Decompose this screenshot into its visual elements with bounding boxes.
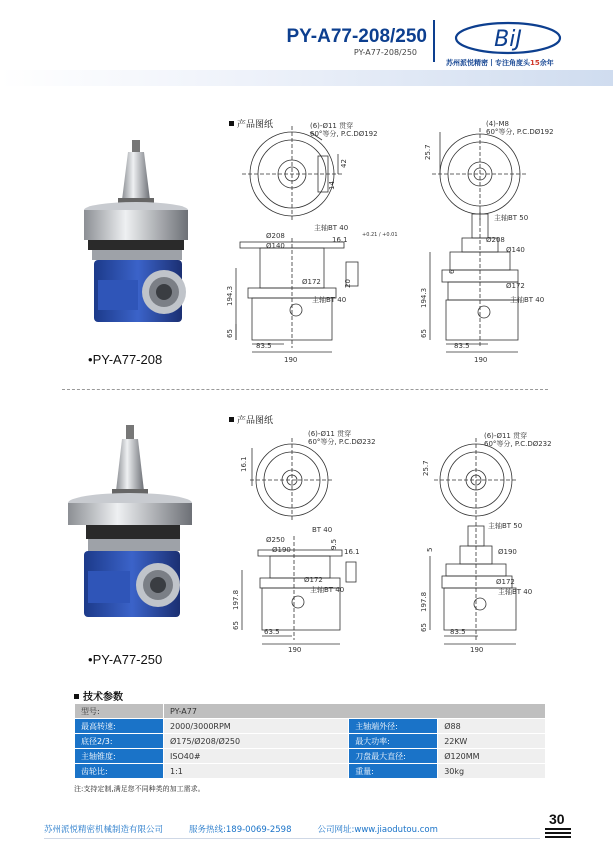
dim2-16: 16.1 [344,548,360,556]
spec-row [75,734,546,749]
dim2-172: Ø172 [304,576,323,584]
dim-top-note-2: 60°等分, P.C.DØ192 [310,130,378,138]
dim-190-side: 190 [474,356,488,364]
footer-hotline: 服务热线:189-0069-2598 [189,825,292,835]
dim-83-5-side: 83.5 [454,342,470,350]
dim-42: 42 [340,159,348,168]
spec-label: 刀盘最大直径: [349,749,438,764]
page-title: PY-A77-208/250 [286,26,427,47]
spec-value: 2000/3000RPM [164,719,349,734]
dim-208-side: Ø208 [486,236,505,244]
footer-rule [44,838,540,839]
dim-top-note-1: (6)-Ø11 贯穿 [310,122,354,130]
dim-side-note-1: (4)-M8 [486,120,509,128]
dim-194-3-side: 194.3 [420,287,428,308]
spec-label: 齿轮比: [75,764,164,779]
dim-14: 14 [328,181,336,190]
dim-190: 190 [284,356,298,364]
technical-drawing-250-front [232,426,388,654]
dim2-250: Ø250 [266,536,285,544]
dim-bt40-main: 主轴BT 40 [314,224,349,232]
dim-bt50: 主轴BT 50 [494,214,529,222]
dim2-top-note-2: 60°等分, P.C.DØ232 [308,438,376,446]
dim2-190-side: Ø190 [498,548,517,556]
header-divider [433,20,435,62]
spec-label: 最大功率: [349,734,438,749]
dim-208: Ø208 [266,232,285,240]
footer [44,823,464,835]
spec-row-model [75,704,546,719]
dim2-bt40-side: 主轴BT 40 [498,588,533,596]
dim2-16-1: 16.1 [240,456,248,472]
spec-value: Ø175/Ø208/Ø250 [164,734,349,749]
dim2-172-side: Ø172 [496,578,515,586]
technical-drawing-250-side [412,426,560,654]
footer-website[interactable]: 公司网址:www.jiaodutou.com [317,825,438,835]
model-label-250: •PY-A77-250 [88,652,163,667]
section-separator [62,389,548,390]
technical-drawing-208-front [226,118,398,366]
dim2-65: 65 [232,621,240,630]
drawing-label-250: 产品图纸 [229,413,273,426]
dim-172: Ø172 [302,278,321,286]
dim2-63-5: 63.5 [264,628,280,636]
dim-140: Ø140 [266,242,285,250]
technical-drawing-208-side [410,118,560,366]
spec-label: 主轴锥度: [75,749,164,764]
dim2-side-note-1: (6)-Ø11 贯穿 [484,432,528,440]
dim-16-tol: +0.21 / +0.01 [362,232,398,238]
model-label-208: •PY-A77-208 [88,352,163,367]
dim-6-side: 6 [448,269,456,274]
dim-172-side: Ø172 [506,282,525,290]
spec-note: 注:支持定制,满足您不同种类的加工需求。 [74,785,205,793]
dim2-side-note-2: 60°等分, P.C.DØ232 [484,440,552,448]
dim2-197-8-side: 197.8 [420,591,428,612]
page-number-bars [545,828,571,838]
dim-65-side: 65 [420,329,428,338]
dim-16-1: 16.1 [332,236,348,244]
dim-25-7: 25.7 [424,144,432,160]
spec-label: 重量: [349,764,438,779]
dim-194-3: 194.3 [226,285,234,306]
spec-value-model: PY-A77 [164,704,546,719]
dim2-top-note-1: (6)-Ø11 贯穿 [308,430,352,438]
spec-label: 底径2/3: [75,734,164,749]
dim2-bt40-top: BT 40 [312,526,333,534]
product-photo-py-a77-208 [78,140,200,335]
product-photo-py-a77-250 [66,425,200,630]
spec-label: 最高转速: [75,719,164,734]
spec-value: ISO40# [164,749,349,764]
drawing-label-208: 产品图纸 [229,117,273,130]
dim-83-5: 83.5 [256,342,272,350]
spec-label-model: 型号: [75,704,164,719]
dim2-9-5: 9.5 [330,538,338,550]
spec-value: 22KW [438,734,546,749]
dim2-190w: 190 [288,646,302,654]
page-subtitle: PY-A77-208/250 [353,48,417,57]
dim2-bt40-tool: 主轴BT 40 [310,586,345,594]
dim2-25-7: 25.7 [422,460,430,476]
brand-tagline: 苏州派悦精密丨专注角度头15余年 [446,59,554,67]
dim2-5: 5 [426,547,434,552]
dim2-190: Ø190 [272,546,291,554]
dim2-83-5-side: 83.5 [450,628,466,636]
dim2-bt50: 主轴BT 50 [488,522,523,530]
dim2-190-side-w: 190 [470,646,484,654]
logo-text: BiJ [494,27,522,52]
spec-row [75,749,546,764]
dim-140-side: Ø140 [506,246,525,254]
dim-65: 65 [226,329,234,338]
spec-label: 主轴端外径: [349,719,438,734]
spec-row [75,764,546,779]
dim-bt40-side: 主轴BT 40 [510,296,545,304]
spec-table [74,703,546,779]
spec-value: Ø88 [438,719,546,734]
spec-value: 1:1 [164,764,349,779]
header-gradient-band [0,70,613,86]
page-number: 30 [549,811,565,827]
dim-bt40-tool: 主轴BT 40 [312,296,347,304]
spec-value: 30kg [438,764,546,779]
spec-row [75,719,546,734]
dim2-197-8: 197.8 [232,589,240,610]
dim2-65-side: 65 [420,623,428,632]
dim-20: 20 [344,279,352,288]
brand-logo [453,20,563,56]
footer-company: 苏州派悦精密机械制造有限公司 [44,825,164,835]
spec-value: Ø120MM [438,749,546,764]
dim-side-note-2: 60°等分, P.C.DØ192 [486,128,554,136]
spec-heading: 技术参数 [74,688,123,703]
